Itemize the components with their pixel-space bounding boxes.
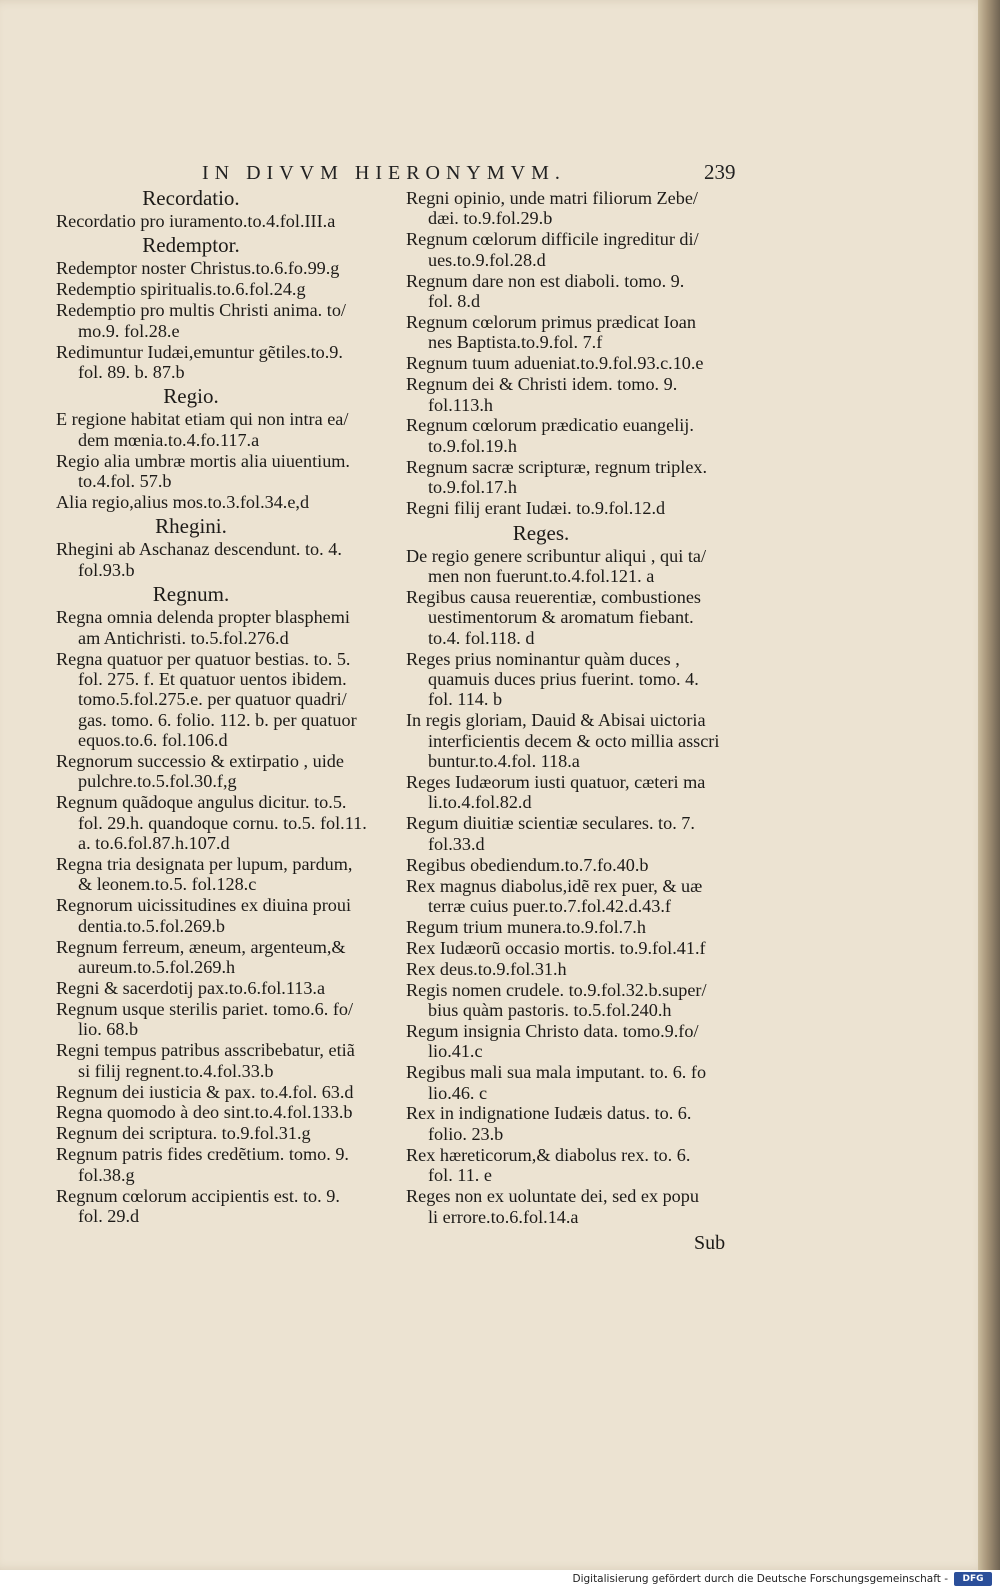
entry-continuation-line: lio. 68.b (78, 1019, 139, 1040)
entry-continuation-line: gas. tomo. 6. folio. 112. b. per quatuor (78, 709, 357, 730)
index-entry (56, 1082, 386, 1102)
entry-line: Alia regio,alius mos.to.3.fol.34.e,d (56, 491, 310, 512)
entry-line: Regum insignia Christo data. tomo.9.fo/ (406, 1020, 699, 1041)
entry-continuation-line: fol.33.d (428, 833, 485, 854)
index-entry (56, 854, 386, 895)
entry-line: Redemptor noster Christus.to.6.fo.99.g (56, 258, 340, 279)
index-entry (406, 188, 736, 229)
entry-continuation-line: quamuis duces prius fuerint. tomo. 4. (428, 668, 699, 689)
entry-line: Regna quatuor per quatuor bestias. to. 5. (56, 648, 351, 669)
entry-line: Regnum sacræ scripturæ, regnum triplex. (406, 456, 708, 477)
index-entry (406, 498, 736, 518)
entry-continuation-line: to.9.fol.17.h (428, 477, 517, 498)
index-entry (406, 312, 736, 353)
entry-line: In regis gloriam, Dauid & Abisai uictoria (406, 710, 706, 731)
entry-line: Rex magnus diabolus,idẽ rex puer, & uæ (406, 875, 703, 896)
entry-continuation-line: dentia.to.5.fol.269.b (78, 915, 225, 936)
entry-continuation-line: to.4.fol. 57.b (78, 471, 172, 492)
entry-line: Regibus causa reuerentiæ, combustiones (406, 586, 701, 607)
entry-continuation-line: a. to.6.fol.87.h.107.d (78, 833, 230, 854)
entry-line: Redemptio pro multis Christi anima. to/ (56, 300, 346, 321)
entry-line: Regnum cœlorum primus prædicat Ioan (406, 311, 696, 332)
entry-continuation-line: fol. 89. b. 87.b (78, 361, 185, 382)
entry-line: Regni tempus patribus asscribebatur, etiã (56, 1040, 355, 1061)
entry-continuation-line: si filij regnent.to.4.fol.33.b (78, 1060, 274, 1081)
entry-continuation-line: fol. 11. e (428, 1165, 492, 1186)
entry-line: Regnum cœlorum difficile ingreditur di/ (406, 229, 699, 250)
index-entry (406, 938, 736, 958)
index-entry (56, 492, 386, 512)
index-entry (56, 1144, 386, 1185)
index-entry (406, 587, 736, 648)
index-entry (406, 457, 736, 498)
entry-continuation-line: dæi. to.9.fol.29.b (428, 208, 553, 229)
entry-line: Regibus obediendum.to.7.fo.40.b (406, 854, 649, 875)
index-entry (56, 409, 386, 450)
index-entry (406, 1186, 736, 1227)
index-entry (406, 710, 736, 771)
entry-continuation-line: & leonem.to.5. fol.128.c (78, 874, 257, 895)
index-entry (406, 772, 736, 813)
dfg-logo (954, 1572, 992, 1586)
entry-continuation-line: tomo.5.fol.275.e. per quatuor quadri/ (78, 689, 347, 710)
right-column (406, 188, 736, 1227)
index-entry (56, 1102, 386, 1122)
entry-continuation-line: fol.113.h (428, 394, 493, 415)
index-entry (406, 353, 736, 373)
index-entry (56, 539, 386, 580)
index-heading: Regio. (163, 384, 219, 409)
index-entry (56, 978, 386, 998)
entry-line: Redemptio spiritualis.to.6.fol.24.g (56, 279, 306, 300)
entry-line: Rex Iudæorũ occasio mortis. to.9.fol.41.f (406, 937, 706, 958)
entry-line: De regio genere scribuntur aliqui , qui ta/ (406, 545, 706, 566)
entry-line: Regnum tuum adueniat.to.9.fol.93.c.10.e (406, 353, 704, 374)
entry-line: Regnum dei iusticia & pax. to.4.fol. 63.d (56, 1081, 354, 1102)
entry-line: Regni opinio, unde matri filiorum Zebe/ (406, 188, 698, 208)
index-entry (406, 415, 736, 456)
index-entry (56, 258, 386, 278)
entry-continuation-line: pulchre.to.5.fol.30.f,g (78, 771, 237, 792)
index-heading: Reges. (512, 520, 570, 545)
entry-continuation-line: fol. 275. f. Et quatuor uentos ibidem. (78, 668, 347, 689)
entry-continuation-line: fol. 114. b (428, 689, 503, 710)
index-entry (406, 980, 736, 1021)
entry-line: Reges Iudæorum iusti quatuor, cæteri ma (406, 771, 706, 792)
book-spine (978, 0, 1000, 1570)
index-entry (406, 917, 736, 937)
entry-continuation-line: lio.46. c (428, 1082, 488, 1103)
entry-continuation-line: fol.38.g (78, 1164, 135, 1185)
index-entry (406, 649, 736, 710)
entry-line: Regio alia umbræ mortis alia uiuentium. (56, 450, 350, 471)
entry-line: Regum trium munera.to.9.fol.7.h (406, 916, 646, 937)
index-entry (56, 649, 386, 751)
index-entry (56, 937, 386, 978)
index-entry (56, 211, 386, 231)
entry-continuation-line: bius quàm pastoris. to.5.fol.240.h (428, 999, 672, 1020)
running-head: IN DIVVM HIERONYMVM. (202, 162, 566, 184)
index-entry (56, 1040, 386, 1081)
entry-continuation-line: li.to.4.fol.82.d (428, 792, 532, 813)
entry-line: Regna quomodo à deo sint.to.4.fol.133.b (56, 1102, 353, 1123)
index-entry (406, 229, 736, 270)
index-entry (56, 300, 386, 341)
entry-continuation-line: terræ cuius puer.to.7.fol.42.d.43.f (428, 895, 671, 916)
index-entry (406, 959, 736, 979)
entry-continuation-line: uestimentorum & aromatum fiebant. (428, 607, 694, 628)
index-heading: Regnum. (152, 582, 230, 607)
entry-continuation-line: lio.41.c (428, 1041, 483, 1062)
entry-line: Regis nomen crudele. to.9.fol.32.b.super/ (406, 979, 707, 1000)
index-entry (56, 751, 386, 792)
entry-line: Rex in indignatione Iudæis datus. to. 6. (406, 1103, 692, 1124)
index-heading: Redemptor. (142, 233, 240, 258)
entry-continuation-line: fol. 29.h. quandoque cornu. to.5. fol.11. (78, 812, 367, 833)
entry-continuation-line: folio. 23.b (428, 1123, 504, 1144)
entry-line: Regnum cœlorum accipientis est. to. 9. (56, 1185, 340, 1206)
index-entry (406, 813, 736, 854)
index-entry (406, 855, 736, 875)
index-entry (406, 1062, 736, 1103)
dfg-logo-text: DFG (962, 1574, 984, 1584)
entry-continuation-line: li errore.to.6.fol.14.a (428, 1206, 579, 1227)
entry-line: Regnum cœlorum prædicatio euangelij. (406, 415, 694, 436)
index-entry (56, 1123, 386, 1143)
entry-line: Regni filij erant Iudæi. to.9.fol.12.d (406, 498, 666, 519)
entry-line: Regni & sacerdotij pax.to.6.fol.113.a (56, 978, 326, 998)
entry-continuation-line: fol. 29.d (78, 1205, 140, 1226)
index-entry (406, 546, 736, 587)
index-entry (56, 607, 386, 648)
entry-continuation-line: to.9.fol.19.h (428, 435, 517, 456)
left-column (56, 184, 386, 1227)
entry-line: Rex deus.to.9.fol.31.h (406, 958, 567, 979)
index-entry (56, 342, 386, 383)
entry-continuation-line: dem mœnia.to.4.fo.117.a (78, 429, 260, 450)
entry-continuation-line: buntur.to.4.fol. 118.a (428, 751, 580, 772)
entry-line: Regnum usque sterilis pariet. tomo.6. fo/ (56, 998, 354, 1019)
entry-continuation-line: equos.to.6. fol.106.d (78, 730, 228, 751)
index-heading: Recordatio. (142, 186, 240, 210)
entry-line: Rex hæreticorum,& diabolus rex. to. 6. (406, 1144, 691, 1165)
entry-line: Redimuntur Iudæi,emuntur gẽtiles.to.9. (56, 341, 343, 362)
entry-line: Reges non ex uoluntate dei, sed ex popu (406, 1186, 699, 1207)
entry-line: Regnorum successio & extirpatio , uide (56, 751, 344, 772)
entry-line: Recordatio pro iuramento.to.4.fol.III.a (56, 211, 336, 231)
entry-line: Regnum dei scriptura. to.9.fol.31.g (56, 1123, 311, 1144)
index-entry (56, 792, 386, 853)
entry-line: Regnorum uicissitudines ex diuina proui (56, 895, 352, 916)
entry-line: Regibus mali sua mala imputant. to. 6. fo (406, 1062, 707, 1083)
index-entry (56, 1186, 386, 1227)
entry-line: E regione habitat etiam qui non intra ea/ (56, 409, 349, 430)
entry-continuation-line: aureum.to.5.fol.269.h (78, 957, 236, 978)
index-entry (406, 876, 736, 917)
index-entry (406, 1021, 736, 1062)
digitization-credit: Digitalisierung gefördert durch die Deutsche Forschungsgemeinschaft - (572, 1573, 948, 1585)
entry-line: Regna tria designata per lupum, pardum, (56, 854, 353, 875)
entry-line: Regnum dare non est diaboli. tomo. 9. (406, 270, 685, 291)
index-entry (406, 1103, 736, 1144)
entry-continuation-line: mo.9. fol.28.e (78, 320, 180, 341)
entry-line: Regnum patris fides credẽtium. tomo. 9. (56, 1144, 349, 1165)
entry-continuation-line: nes Baptista.to.9.fol. 7.f (428, 332, 603, 353)
entry-continuation-line: fol.93.b (78, 559, 135, 580)
index-entry (56, 279, 386, 299)
index-heading: Rhegini. (155, 514, 227, 539)
entry-continuation-line: am Antichristi. to.5.fol.276.d (78, 627, 289, 648)
index-entry (406, 271, 736, 312)
entry-line: Reges prius nominantur quàm duces , (406, 648, 680, 669)
index-entry (406, 374, 736, 415)
page-number: 239 (704, 160, 736, 184)
entry-continuation-line: interficientis decem & octo millia asscri (428, 730, 720, 751)
catchword: Sub (694, 1232, 726, 1254)
entry-line: Regnum dei & Christi idem. tomo. 9. (406, 374, 678, 395)
index-entry (56, 895, 386, 936)
entry-line: Regum diuitiæ scientiæ seculares. to. 7. (406, 813, 695, 834)
entry-continuation-line: ues.to.9.fol.28.d (428, 249, 546, 270)
entry-continuation-line: fol. 8.d (428, 291, 481, 312)
entry-line: Regnum quãdoque angulus dicitur. to.5. (56, 792, 347, 813)
entry-continuation-line: men non fuerunt.to.4.fol.121. a (428, 565, 655, 586)
entry-line: Regnum ferreum, æneum, argenteum,& (56, 936, 346, 957)
entry-line: Rhegini ab Aschanaz descendunt. to. 4. (56, 539, 342, 560)
index-entry (406, 1145, 736, 1186)
index-entry (56, 999, 386, 1040)
entry-continuation-line: to.4. fol.118. d (428, 627, 535, 648)
entry-line: Regna omnia delenda propter blasphemi (56, 607, 350, 628)
index-entry (56, 451, 386, 492)
